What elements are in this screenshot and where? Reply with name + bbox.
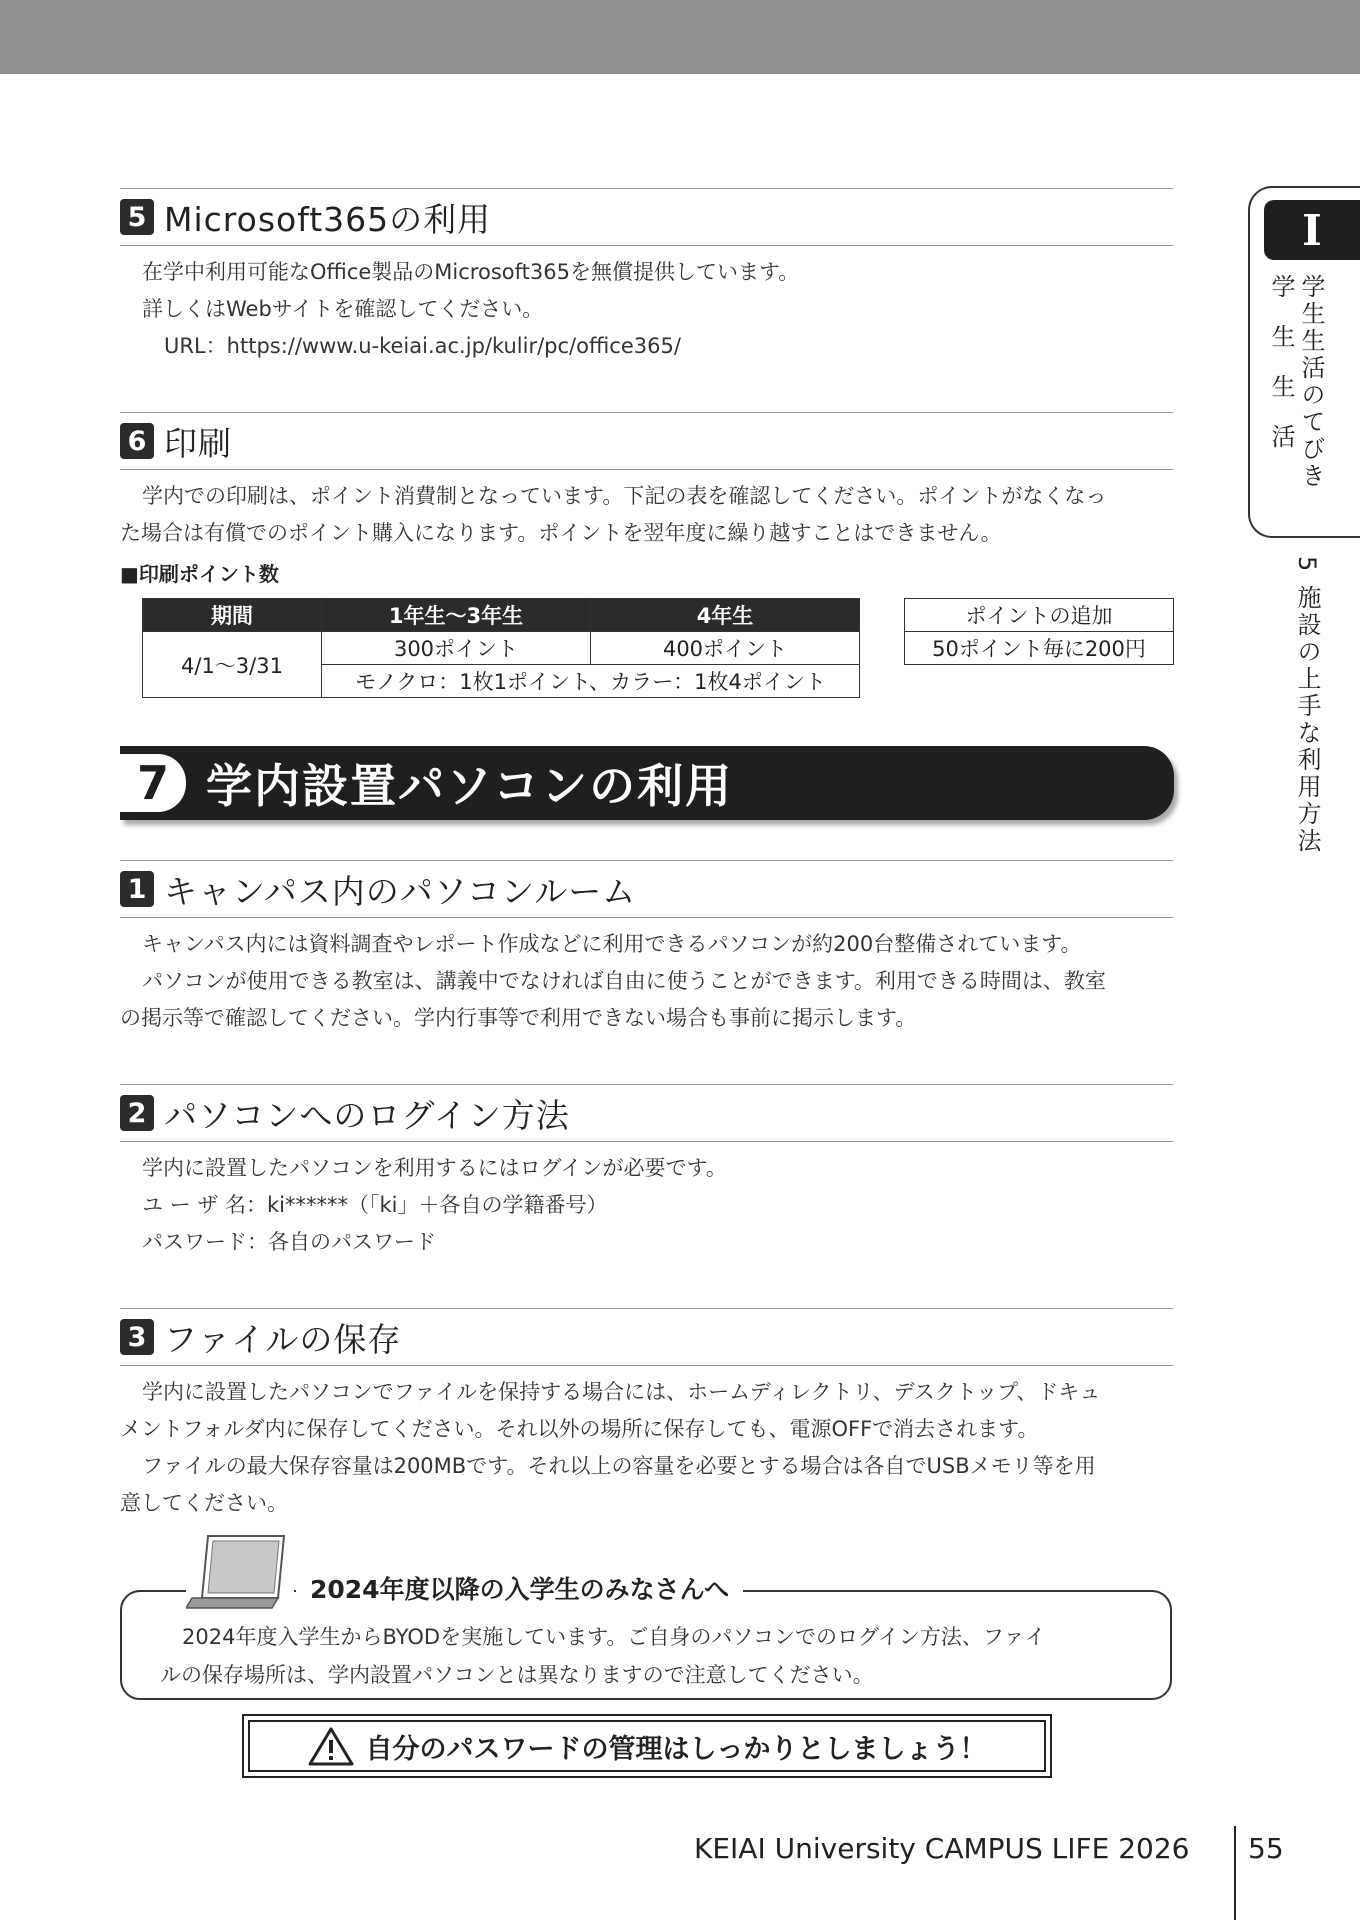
laptop-icon xyxy=(186,1532,294,1612)
table-header-grade-4: 4年生 xyxy=(591,599,860,632)
section-6-line: た場合は有償でのポイント購入になります。ポイントを翌年度に繰り越すことはできません。 xyxy=(120,521,1002,545)
subsection-1-title: キャンパス内のパソコンルーム xyxy=(164,871,637,911)
table-header-grade-1-3: 1年生～3年生 xyxy=(322,599,591,632)
chapter-number: I xyxy=(1264,200,1360,260)
section-5-line: 詳しくはWebサイトを確認してください。 xyxy=(142,297,544,321)
subsection-3-header xyxy=(120,1308,1173,1366)
byod-note-body xyxy=(160,1618,1150,1694)
section-6-header xyxy=(120,412,1173,470)
warning-icon xyxy=(308,1726,354,1766)
section-6-body xyxy=(120,478,1175,552)
login-username: ユ ー ザ 名：ki******（「ki」＋各自の学籍番号） xyxy=(142,1193,608,1217)
login-password: パスワード：各自のパスワード xyxy=(142,1230,436,1254)
subsection-3-line: 意してください。 xyxy=(120,1491,288,1515)
subsection-3-line: 学内に設置したパソコンでファイルを保持する場合には、ホームディレクトリ、デスクトップ、ドキュ xyxy=(142,1380,1101,1404)
table-cell-note: モノクロ：1枚1ポイント、カラー：1枚4ポイント xyxy=(322,665,860,698)
footer-separator xyxy=(1234,1826,1236,1920)
subsection-2-header xyxy=(120,1084,1173,1142)
section-5-body xyxy=(120,254,1175,365)
subsection-1-body xyxy=(120,926,1175,1037)
subsection-1-header xyxy=(120,860,1173,918)
subsection-1-number: 1 xyxy=(120,871,154,907)
byod-note-line: 2024年度入学生からBYODを実施しています。ご自身のパソコンでのログイン方法、ファイ xyxy=(182,1625,1046,1649)
section-7-banner xyxy=(120,746,1174,820)
section-6-title: 印刷 xyxy=(164,423,232,463)
add-points-table xyxy=(904,598,1174,665)
subsection-3-line: ファイルの最大保存容量は200MBです。それ以上の容量を必要とする場合は各自でUSBメモリ等を用 xyxy=(142,1454,1096,1478)
add-points-header: ポイントの追加 xyxy=(905,599,1174,632)
table-header-period: 期間 xyxy=(143,599,322,632)
chapter-title-vertical: 学生生活のてびき xyxy=(1297,274,1325,490)
password-warning-text: 自分のパスワードの管理はしっかりとしましょう！ xyxy=(365,1733,987,1765)
section-5-url[interactable]: URL：https://www.u-keiai.ac.jp/kulir/pc/office365/ xyxy=(164,334,681,358)
section-7-number: 7 xyxy=(120,754,186,812)
subsection-1-line: キャンパス内には資料調査やレポート作成などに利用できるパソコンが約200台整備されています。 xyxy=(142,932,1082,956)
print-points-table xyxy=(142,598,860,698)
table-cell-points-1-3: 300ポイント xyxy=(322,632,591,665)
section-5-title: Microsoft365の利用 xyxy=(164,199,492,239)
password-warning-box xyxy=(242,1714,1052,1778)
byod-note-line: ルの保存場所は、学内設置パソコンとは異なりますので注意してください。 xyxy=(160,1663,874,1687)
subsection-2-body xyxy=(120,1150,1175,1261)
subsection-2-line: 学内に設置したパソコンを利用するにはログインが必要です。 xyxy=(142,1156,727,1180)
chapter-subtitle-vertical: 学生生活 xyxy=(1267,274,1295,474)
top-bar xyxy=(0,0,1360,74)
add-points-value: 50ポイント毎に200円 xyxy=(905,632,1174,665)
table-cell-points-4: 400ポイント xyxy=(591,632,860,665)
subsection-2-number: 2 xyxy=(120,1095,154,1131)
table-cell-period: 4/1～3/31 xyxy=(143,632,322,698)
subsection-3-number: 3 xyxy=(120,1319,154,1355)
subsection-1-line: の掲示等で確認してください。学内行事等で利用できない場合も事前に掲示します。 xyxy=(120,1006,917,1030)
subsection-1-line: パソコンが使用できる教室は、講義中でなければ自由に使うことができます。利用できる時間は、教室 xyxy=(142,969,1106,993)
page-number: 55 xyxy=(1248,1832,1284,1865)
subsection-3-line: メントフォルダ内に保存してください。それ以外の場所に保存しても、電源OFFで消去されます。 xyxy=(120,1417,1039,1441)
subsection-2-title: パソコンへのログイン方法 xyxy=(164,1095,570,1135)
byod-note-title: 2024年度以降の入学生のみなさんへ xyxy=(296,1570,743,1606)
section-5-line: 在学中利用可能なOffice製品のMicrosoft365を無償提供しています。 xyxy=(142,260,800,284)
footer-title: KEIAI University CAMPUS LIFE 2026 xyxy=(694,1832,1190,1865)
password-warning-inner xyxy=(248,1720,1046,1772)
section-title-vertical: 5 施設の上手な利用方法 xyxy=(1293,556,1321,855)
subsection-3-title: ファイルの保存 xyxy=(164,1319,402,1359)
section-5-header xyxy=(120,188,1173,246)
section-6-number: 6 xyxy=(120,423,154,459)
section-6-line: 学内での印刷は、ポイント消費制となっています。下記の表を確認してください。ポイントがなくなっ xyxy=(142,484,1107,508)
subsection-3-body xyxy=(120,1374,1175,1522)
print-points-caption: ■印刷ポイント数 xyxy=(120,562,279,586)
section-5-number: 5 xyxy=(120,199,154,235)
section-7-title: 学内設置パソコンの利用 xyxy=(206,759,734,813)
